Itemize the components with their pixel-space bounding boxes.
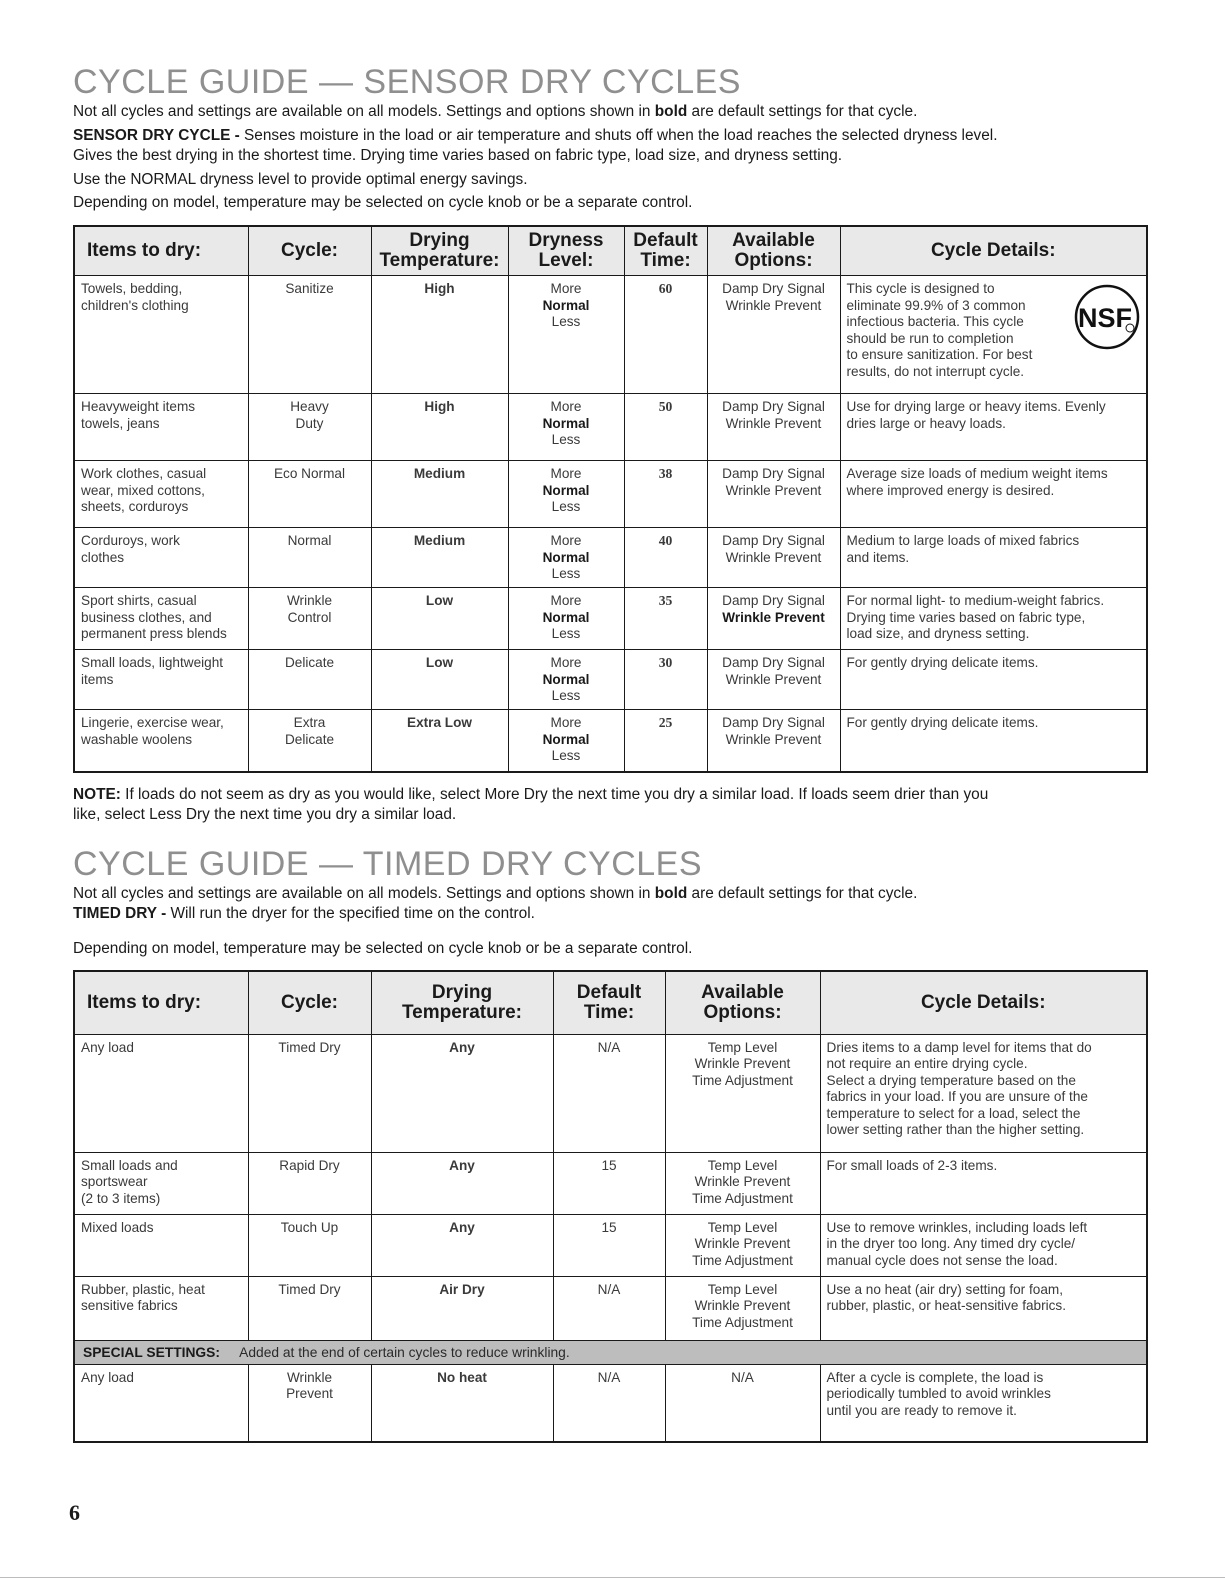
- cell-cycle-details: [840, 276, 1147, 394]
- header-cycle: Cycle:: [248, 226, 371, 276]
- cell-cycle-details: [840, 394, 1147, 461]
- cell-line: Delicate: [284, 655, 335, 670]
- cell-line: infectious bacteria. This cycle: [846, 314, 1024, 329]
- cell-available-options: [665, 1276, 820, 1340]
- cell-dryness-level: [508, 650, 624, 710]
- cell-available-options: [707, 528, 840, 588]
- cell-line: should be run to completion: [846, 330, 1014, 346]
- cell-line: sensitive fabrics: [81, 1298, 178, 1313]
- timed-guide-title: CYCLE GUIDE — TIMED DRY CYCLES: [73, 844, 703, 883]
- cell-line: Wrinkle Prevent: [725, 415, 822, 431]
- cell-available-options: [707, 461, 840, 528]
- table-row: [74, 528, 1147, 588]
- cell-items-to-dry: [74, 276, 248, 394]
- cell-default-time: 25: [624, 710, 707, 772]
- cell-available-options: [665, 1034, 820, 1152]
- cell-cycle: [248, 276, 371, 394]
- sensor-intro: [73, 102, 1146, 214]
- cell-line: until you are ready to remove it.: [826, 1402, 1017, 1418]
- cell-line: eliminate 99.9% of 3 common: [846, 297, 1026, 313]
- cell-items-to-dry: [74, 528, 248, 588]
- cell-line: For gently drying delicate items.: [846, 655, 1039, 670]
- cell-line: Heavyweight items: [81, 399, 196, 414]
- cell-line: Mixed loads: [81, 1219, 154, 1235]
- cell-default-time: 50: [624, 394, 707, 461]
- cell-line: rubber, plastic, or heat-sensitive fabrics.: [826, 1298, 1067, 1313]
- cell-dryness-level: [508, 461, 624, 528]
- cell-line: Any load: [81, 1039, 134, 1055]
- cell-line: N/A: [731, 1369, 754, 1385]
- cell-available-options: [707, 588, 840, 650]
- nsf-logo-text: NSF: [1078, 303, 1132, 333]
- cell-available-options: [665, 1214, 820, 1276]
- cell-line: Wrinkle Prevent: [694, 1236, 791, 1251]
- cell-line: Less: [551, 748, 581, 763]
- cell-line: Less: [551, 688, 581, 703]
- table-row: [74, 710, 1147, 772]
- cell-cycle-details: [820, 1152, 1147, 1214]
- cell-drying-temperature: Any: [371, 1152, 553, 1214]
- cell-line: Wrinkle Prevent: [725, 297, 822, 313]
- cell-line: More: [550, 466, 582, 481]
- nsf-certification-logo: [1074, 284, 1140, 350]
- cell-cycle-details: [840, 528, 1147, 588]
- table-row: [74, 276, 1147, 394]
- cell-line: Average size loads of medium weight items: [846, 466, 1108, 481]
- special-settings-text: Added at the end of certain cycles to reduce wrinkling.: [239, 1344, 570, 1360]
- cell-line: (2 to 3 items): [81, 1190, 161, 1206]
- header-items-to-dry: Items to dry:: [74, 226, 248, 276]
- page-bottom-rule: [0, 1577, 1225, 1578]
- cell-default-time: 15: [553, 1152, 665, 1214]
- cell-dryness-level: [508, 394, 624, 461]
- cell-line: Time Adjustment: [692, 1314, 793, 1330]
- cell-line: Towels, bedding,: [81, 281, 183, 296]
- cell-line: Control: [287, 609, 332, 625]
- page-content: [73, 62, 1146, 1443]
- cell-line: items: [81, 671, 114, 687]
- cell-line: Less: [551, 626, 581, 641]
- cell-line: Normal: [542, 482, 590, 498]
- cell-cycle-details: [840, 588, 1147, 650]
- header-items-to-dry: Items to dry:: [74, 971, 248, 1034]
- cell-line: permanent press blends: [81, 626, 227, 641]
- cell-line: Normal: [542, 415, 590, 431]
- cell-line: Lingerie, exercise wear,: [81, 715, 224, 730]
- cell-line: results, do not interrupt cycle.: [846, 363, 1025, 379]
- cell-line: Temp Level: [707, 1039, 778, 1055]
- sensor-intro-line-3: Gives the best drying in the shortest time. Drying time varies based on fabric type, load size, and dryness setting.: [73, 147, 843, 164]
- cell-drying-temperature: Any: [371, 1034, 553, 1152]
- cell-line: Extra: [293, 715, 326, 730]
- cell-cycle-details: [820, 1034, 1147, 1152]
- cell-default-time: N/A: [553, 1034, 665, 1152]
- header-cycle-details: Cycle Details:: [820, 971, 1147, 1034]
- cell-cycle-details: [820, 1364, 1147, 1442]
- cell-line: Less: [551, 566, 581, 581]
- special-settings-band: [74, 1340, 1147, 1364]
- cell-line: Damp Dry Signal: [722, 466, 825, 481]
- cell-line: Damp Dry Signal: [722, 533, 825, 548]
- cell-line: Any load: [81, 1369, 134, 1385]
- cell-line: Eco Normal: [273, 466, 345, 481]
- cell-line: Wrinkle Prevent: [725, 482, 822, 498]
- cell-items-to-dry: [74, 1276, 248, 1340]
- cell-line: to ensure sanitization. For best: [846, 347, 1033, 362]
- cell-line: More: [550, 655, 582, 670]
- cell-line: Damp Dry Signal: [722, 281, 825, 296]
- cell-line: Normal: [542, 671, 590, 687]
- header-drying-temperature: Drying Temperature:: [371, 226, 508, 276]
- cell-drying-temperature: No heat: [371, 1364, 553, 1442]
- header-default-time: Default Time:: [553, 971, 665, 1034]
- cell-line: Time Adjustment: [692, 1072, 793, 1088]
- table-row: [74, 1276, 1147, 1340]
- cell-available-options: [707, 276, 840, 394]
- timed-intro-line-2: TIMED DRY - Will run the dryer for the specified time on the control.: [73, 905, 535, 922]
- cell-items-to-dry: [74, 1152, 248, 1214]
- cell-drying-temperature: Low: [371, 588, 508, 650]
- cell-line: Timed Dry: [278, 1281, 341, 1297]
- cell-line: washable woolens: [81, 731, 193, 747]
- cell-cycle-details: [840, 650, 1147, 710]
- header-available-options: Available Options:: [665, 971, 820, 1034]
- cell-line: Use to remove wrinkles, including loads left: [826, 1219, 1088, 1235]
- cell-line: Temp Level: [707, 1157, 778, 1173]
- cell-line: Heavy: [290, 399, 329, 414]
- cell-line: Wrinkle Prevent: [694, 1174, 791, 1189]
- cell-cycle: [248, 650, 371, 710]
- cell-line: towels, jeans: [81, 415, 160, 431]
- header-dryness-level: Dryness Level:: [508, 226, 624, 276]
- cell-line: Rapid Dry: [279, 1157, 340, 1173]
- header-cycle-details: Cycle Details:: [840, 226, 1147, 276]
- cell-drying-temperature: Air Dry: [371, 1276, 553, 1340]
- cell-line: Wrinkle Prevent: [694, 1056, 791, 1071]
- timed-intro-line-1: Not all cycles and settings are available on all models. Settings and options shown in bold are default settings for that cycle.: [73, 884, 918, 902]
- cell-line: fabrics in your load. If you are unsure of the: [826, 1089, 1088, 1104]
- cell-line: Dries items to a damp level for items that do: [826, 1039, 1092, 1055]
- cell-cycle-details: [820, 1276, 1147, 1340]
- cell-line: Use for drying large or heavy items. Evenly: [846, 399, 1106, 414]
- table-row: [74, 1152, 1147, 1214]
- cell-line: Work clothes, casual: [81, 466, 207, 481]
- cell-line: More: [550, 281, 582, 296]
- cell-line: Normal: [287, 533, 332, 548]
- cell-line: wear, mixed cottons,: [81, 482, 205, 498]
- cell-line: Sanitize: [285, 281, 334, 296]
- cell-line: This cycle is designed to: [846, 281, 995, 296]
- cell-line: Wrinkle: [286, 593, 333, 608]
- table-row: [74, 1034, 1147, 1152]
- header-available-options: Available Options:: [707, 226, 840, 276]
- sensor-intro-line-4: Use the NORMAL dryness level to provide optimal energy savings.: [73, 170, 528, 188]
- cell-line: After a cycle is complete, the load is: [826, 1369, 1044, 1385]
- sensor-guide-title: CYCLE GUIDE — SENSOR DRY CYCLES: [73, 63, 741, 101]
- cell-line: Prevent: [286, 1386, 333, 1401]
- cell-line: Time Adjustment: [692, 1252, 793, 1268]
- cell-cycle: [248, 461, 371, 528]
- cell-line: dries large or heavy loads.: [846, 415, 1006, 431]
- cell-cycle-details: [820, 1214, 1147, 1276]
- cell-line: Damp Dry Signal: [722, 655, 825, 670]
- cell-line: Wrinkle: [286, 1369, 333, 1385]
- cell-items-to-dry: [74, 710, 248, 772]
- cell-line: Wrinkle Prevent: [725, 549, 822, 565]
- cell-line: Duty: [295, 415, 324, 431]
- cell-line: Less: [551, 314, 581, 329]
- cell-items-to-dry: [74, 650, 248, 710]
- header-cycle: Cycle:: [248, 971, 371, 1034]
- cell-line: Time Adjustment: [692, 1190, 793, 1206]
- cell-line: Normal: [542, 609, 590, 625]
- cell-line: Damp Dry Signal: [722, 715, 825, 730]
- sensor-intro-line-2: SENSOR DRY CYCLE - Senses moisture in the load or air temperature and shuts off when the load reaches the selected dryness level.: [73, 126, 998, 144]
- page-number: 6: [69, 1500, 80, 1525]
- timed-header-row: [74, 971, 1147, 1034]
- cell-line: sheets, corduroys: [81, 499, 189, 514]
- cell-line: For normal light- to medium-weight fabrics.: [846, 593, 1105, 608]
- cell-default-time: 35: [624, 588, 707, 650]
- cell-line: not require an entire drying cycle.: [826, 1056, 1028, 1071]
- cell-line: Temp Level: [707, 1219, 778, 1235]
- cell-cycle: [248, 1364, 371, 1442]
- cell-line: Wrinkle Prevent: [694, 1298, 791, 1313]
- cell-cycle: [248, 588, 371, 650]
- sensor-header-row: [74, 226, 1147, 276]
- cell-cycle: [248, 394, 371, 461]
- cell-line: Delicate: [284, 731, 335, 747]
- cell-line: Select a drying temperature based on the: [826, 1072, 1076, 1088]
- cell-cycle: [248, 1276, 371, 1340]
- sensor-intro-line-5: Depending on model, temperature may be selected on cycle knob or be a separate control.: [73, 194, 693, 211]
- cell-items-to-dry: [74, 461, 248, 528]
- table-row: [74, 588, 1147, 650]
- cell-dryness-level: [508, 528, 624, 588]
- cell-cycle: [248, 1152, 371, 1214]
- cell-line: Small loads, lightweight: [81, 655, 224, 670]
- cell-available-options: [707, 710, 840, 772]
- cell-dryness-level: [508, 588, 624, 650]
- cell-line: Damp Dry Signal: [722, 593, 825, 608]
- cell-drying-temperature: Any: [371, 1214, 553, 1276]
- timed-intro-line-3: Depending on model, temperature may be selected on cycle knob or be a separate control.: [73, 939, 693, 957]
- cell-items-to-dry: [74, 394, 248, 461]
- cell-line: and items.: [846, 549, 910, 565]
- cell-line: More: [550, 399, 582, 414]
- cell-line: Small loads and: [81, 1157, 178, 1173]
- cell-line: More: [550, 533, 582, 548]
- cell-line: Less: [551, 432, 581, 447]
- cell-drying-temperature: Extra Low: [371, 710, 508, 772]
- sensor-intro-line-1: Not all cycles and settings are available on all models. Settings and options shown in bold are default settings for that cycle.: [73, 103, 918, 120]
- cell-available-options: [707, 650, 840, 710]
- cell-line: clothes: [81, 549, 125, 565]
- sensor-cycle-table: [73, 225, 1148, 773]
- cell-line: where improved energy is desired.: [846, 482, 1055, 498]
- cell-line: Wrinkle Prevent: [725, 671, 822, 687]
- cell-line: business clothes, and: [81, 609, 212, 625]
- cell-cycle-details: [840, 461, 1147, 528]
- cell-line: Wrinkle Prevent: [722, 609, 825, 625]
- cell-line: For gently drying delicate items.: [846, 715, 1039, 730]
- cell-cycle: [248, 1214, 371, 1276]
- timed-intro: [73, 884, 1146, 960]
- cell-line: Medium to large loads of mixed fabrics: [846, 533, 1080, 548]
- special-settings-cell: [74, 1340, 1147, 1364]
- header-default-time: Default Time:: [624, 226, 707, 276]
- cell-line: lower setting rather than the higher setting.: [826, 1122, 1085, 1137]
- cell-line: in the dryer too long. Any timed dry cycle/: [826, 1236, 1076, 1251]
- cell-line: More: [550, 593, 582, 608]
- cell-cycle: [248, 1034, 371, 1152]
- cell-cycle: [248, 710, 371, 772]
- cell-line: Touch Up: [280, 1219, 339, 1235]
- cell-line: Normal: [542, 549, 590, 565]
- table-row: [74, 1364, 1147, 1442]
- cell-line: Drying time varies based on fabric type,: [846, 609, 1086, 625]
- cell-line: Corduroys, work: [81, 533, 180, 548]
- cell-default-time: N/A: [553, 1364, 665, 1442]
- table-row: [74, 394, 1147, 461]
- cell-line: Temp Level: [707, 1281, 778, 1297]
- cell-line: More: [550, 715, 582, 730]
- cell-cycle: [248, 528, 371, 588]
- table-row: [74, 650, 1147, 710]
- cell-line: Damp Dry Signal: [722, 399, 825, 414]
- cell-drying-temperature: Medium: [371, 461, 508, 528]
- cell-items-to-dry: [74, 1364, 248, 1442]
- cell-line: load size, and dryness setting.: [846, 626, 1030, 641]
- cell-default-time: 15: [553, 1214, 665, 1276]
- cell-default-time: N/A: [553, 1276, 665, 1340]
- table-row: [74, 1214, 1147, 1276]
- cell-drying-temperature: High: [371, 276, 508, 394]
- cell-line: Normal: [542, 297, 590, 313]
- cell-line: sportswear: [81, 1174, 148, 1189]
- cell-available-options: [665, 1152, 820, 1214]
- cell-drying-temperature: Medium: [371, 528, 508, 588]
- cell-dryness-level: [508, 710, 624, 772]
- cell-default-time: 40: [624, 528, 707, 588]
- cell-cycle-details: [840, 710, 1147, 772]
- cell-available-options: [707, 394, 840, 461]
- cell-default-time: 60: [624, 276, 707, 394]
- cell-line: Wrinkle Prevent: [725, 731, 822, 747]
- cell-line: Less: [551, 499, 581, 514]
- cell-line: Use a no heat (air dry) setting for foam,: [826, 1281, 1063, 1297]
- table-row: [74, 461, 1147, 528]
- cell-line: children's clothing: [81, 297, 189, 313]
- cell-line: manual cycle does not sense the load.: [826, 1252, 1058, 1268]
- cell-line: For small loads of 2-3 items.: [826, 1157, 998, 1173]
- cell-line: Timed Dry: [278, 1039, 341, 1055]
- cell-available-options: [665, 1364, 820, 1442]
- cell-line: temperature to select for a load, select the: [826, 1105, 1081, 1121]
- cell-line: Sport shirts, casual: [81, 593, 197, 608]
- cell-drying-temperature: High: [371, 394, 508, 461]
- timed-cycle-table: [73, 970, 1148, 1443]
- cell-default-time: 30: [624, 650, 707, 710]
- cell-line: Rubber, plastic, heat: [81, 1281, 205, 1297]
- cell-dryness-level: [508, 276, 624, 394]
- cell-items-to-dry: [74, 588, 248, 650]
- sensor-note: NOTE: If loads do not seem as dry as you would like, select More Dry the next time you dry a similar load. If loads seem drier than you like, select Less Dry the next time you dry a similar load.: [73, 785, 989, 823]
- special-settings-label: SPECIAL SETTINGS:: [83, 1344, 220, 1360]
- cell-default-time: 38: [624, 461, 707, 528]
- header-drying-temperature: Drying Temperature:: [371, 971, 553, 1034]
- cell-drying-temperature: Low: [371, 650, 508, 710]
- cell-items-to-dry: [74, 1034, 248, 1152]
- cell-line: Normal: [542, 731, 590, 747]
- cell-items-to-dry: [74, 1214, 248, 1276]
- cell-line: periodically tumbled to avoid wrinkles: [826, 1386, 1051, 1401]
